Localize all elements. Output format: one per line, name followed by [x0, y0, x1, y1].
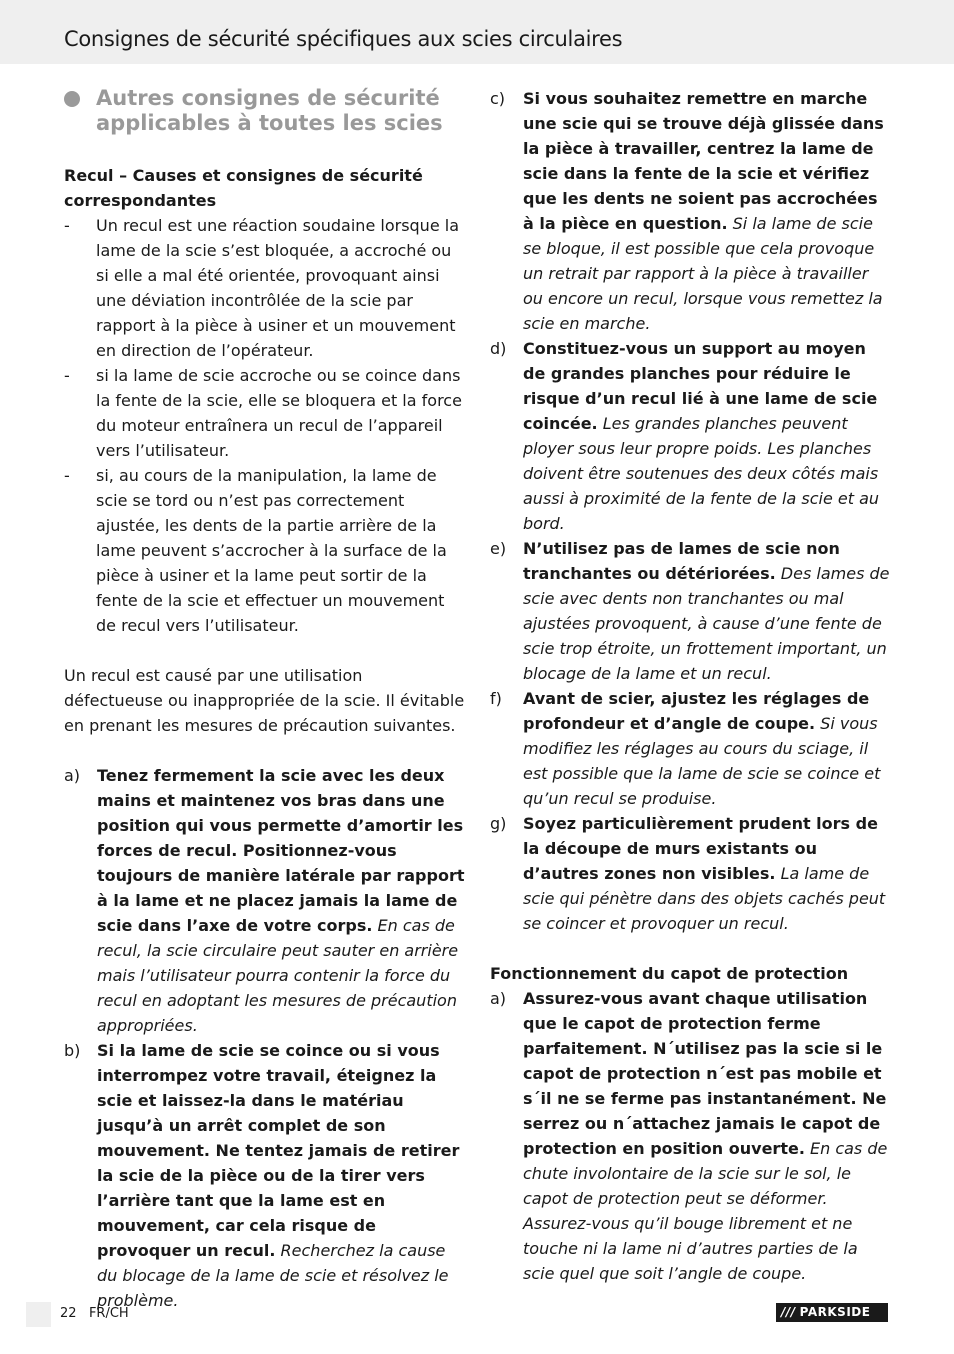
dash-text: Un recul est une réaction soudaine lorsque la lame de la scie s’est bloquée, a accroché ou si elle a mal été orientée, provoquant ainsi une déviation incontrôlée de la scie par rapport à la pièce à usiner et un mouvement en direction de l’opérateur.	[96, 216, 459, 360]
item-bold-text: Tenez fermement la scie avec les deux mains et maintenez vos bras dans une position qui vous permette d’amortir les forces de recul. Positionnez-vous toujours de manière latérale par rapport à la lame et ne placez jamais la lame de scie dans l’axe de votre corps.	[97, 766, 465, 935]
left-column	[64, 86, 466, 1313]
subsection-title: Fonctionnement du capot de protection	[490, 964, 849, 983]
item-italic-text: La lame de scie qui pénètre dans des objets cachés peut se coincer et provoquer un recul.	[523, 864, 886, 933]
item-italic-text: En cas de chute involontaire de la scie sur le sol, le capot de protection peut se déformer. Assurez-vous qu’il bouge librement et ne touche ni la lame ni d’autres parties de la scie quel que soit l’angle de coupe.	[523, 1139, 888, 1283]
section-title: Autres consignes de sécurité applicables à toutes les scies	[64, 86, 466, 136]
item-italic-text: Les grandes planches peuvent ployer sous leur propre poids. Les planches doivent être soutenues des deux côtés mais aussi à proximité de la fente de la scie et au bord.	[523, 414, 880, 533]
item-marker: d)	[490, 339, 507, 358]
instruction-item	[490, 536, 892, 686]
page-header	[0, 0, 954, 64]
dash-marker: -	[64, 366, 70, 385]
page-footer	[60, 1306, 129, 1321]
instruction-item	[64, 763, 466, 1038]
item-marker: a)	[64, 766, 81, 785]
dash-marker: -	[64, 216, 70, 235]
dash-text: si la lame de scie accroche ou se coince dans la fente de la scie, elle se bloquera et la force du moteur entraînera un recul de l’appareil vers l’utilisateur.	[96, 366, 462, 460]
instruction-item	[490, 86, 892, 336]
item-marker: e)	[490, 539, 507, 558]
page-number: 22	[60, 1306, 77, 1321]
item-bold-text: Constituez-vous un support au moyen de grandes planches pour réduire le risque d’un recul lié à une lame de scie coincée.	[523, 339, 878, 433]
right-column	[490, 86, 892, 1286]
instruction-item	[490, 336, 892, 536]
item-italic-text: Si la lame de scie se bloque, il est possible que cela provoque un retrait par rapport à la pièce à travailler ou encore un recul, lorsque vous remettez la scie en marche.	[523, 214, 883, 333]
item-italic-text: Si vous modifiez les réglages au cours du sciage, il est possible que la lame de scie se coince et qu’un recul se produise.	[523, 714, 881, 808]
dash-text: si, au cours de la manipulation, la lame de scie se tord ou n’est pas correctement ajustée, les dents de la partie arrière de la lame peuvent s’accrocher à la surface de la pièce à usiner et la lame peut sortir de la fente de la scie et effectuer un mouvement de recul vers l’utilisateur.	[96, 466, 447, 635]
subsection-title: Recul – Causes et consignes de sécurité correspondantes	[64, 166, 423, 210]
parkside-logo	[776, 1303, 888, 1322]
item-bold-text: Si la lame de scie se coince ou si vous interrompez votre travail, éteignez la scie et laissez-la dans le matériau jusqu’à un arrêt complet de son mouvement. Ne tentez jamais de retirer la scie de la pièce ou de la tirer vers l’arrière tant que la lame est en mouvement, car cela risque de provoquer un recul.	[97, 1041, 460, 1260]
instruction-item	[490, 686, 892, 811]
instruction-item	[64, 1038, 466, 1313]
item-italic-text: Des lames de scie avec dents non tranchantes ou mal ajustées provoquent, à cause d’une fente de scie trop étroite, un frottement important, un blocage de la lame et un recul.	[523, 564, 890, 683]
item-marker: b)	[64, 1041, 81, 1060]
item-bold-text: Si vous souhaitez remettre en marche une scie qui se trouve déjà glissée dans la pièce à travailler, centrez la lame de scie dans la fente de la scie et vérifiez que les dents ne soient pas accrochées à la pièce en question.	[523, 89, 884, 233]
item-bold-text: N’utilisez pas de lames de scie non tranchantes ou détériorées.	[523, 539, 840, 583]
item-bold-text: Soyez particulièrement prudent lors de la découpe de murs existants ou d’autres zones non visibles.	[523, 814, 878, 883]
logo-stripes-icon: ///	[781, 1305, 796, 1319]
item-italic-text: Recherchez la cause du blocage de la lame de scie et résolvez le problème.	[97, 1241, 449, 1310]
dash-item	[64, 213, 466, 363]
brand-name: PARKSIDE	[799, 1305, 871, 1319]
item-bold-text: Assurez-vous avant chaque utilisation que le capot de protection ferme parfaitement. N´utilisez pas la scie si le capot de protection n´est pas mobile et s´il ne se ferme pas instantanément. Ne serrez ou n´attachez jamais le capot de protection en position ouverte.	[523, 989, 887, 1158]
page-title: Consignes de sécurité spécifiques aux scies circulaires	[64, 27, 623, 51]
item-marker: g)	[490, 814, 507, 833]
item-marker: a)	[490, 989, 507, 1008]
dash-item	[64, 463, 466, 638]
language-code: FR/CH	[88, 1306, 129, 1321]
item-marker: c)	[490, 89, 506, 108]
bullet-icon	[64, 91, 80, 107]
item-bold-text: Avant de scier, ajustez les réglages de profondeur et d’angle de coupe.	[523, 689, 870, 733]
dash-marker: -	[64, 466, 70, 485]
instruction-item	[490, 811, 892, 936]
item-italic-text: En cas de recul, la scie circulaire peut sauter en arrière mais l’utilisateur pourra contenir la force du recul en adoptant les mesures de précaution appropriées.	[97, 916, 459, 1035]
instruction-item	[490, 986, 892, 1286]
footer-square	[26, 1302, 51, 1327]
dash-item	[64, 363, 466, 463]
item-marker: f)	[490, 689, 502, 708]
body-paragraph: Un recul est causé par une utilisation défectueuse ou inappropriée de la scie. Il évitable en prenant les mesures de précaution suivantes.	[64, 666, 465, 735]
